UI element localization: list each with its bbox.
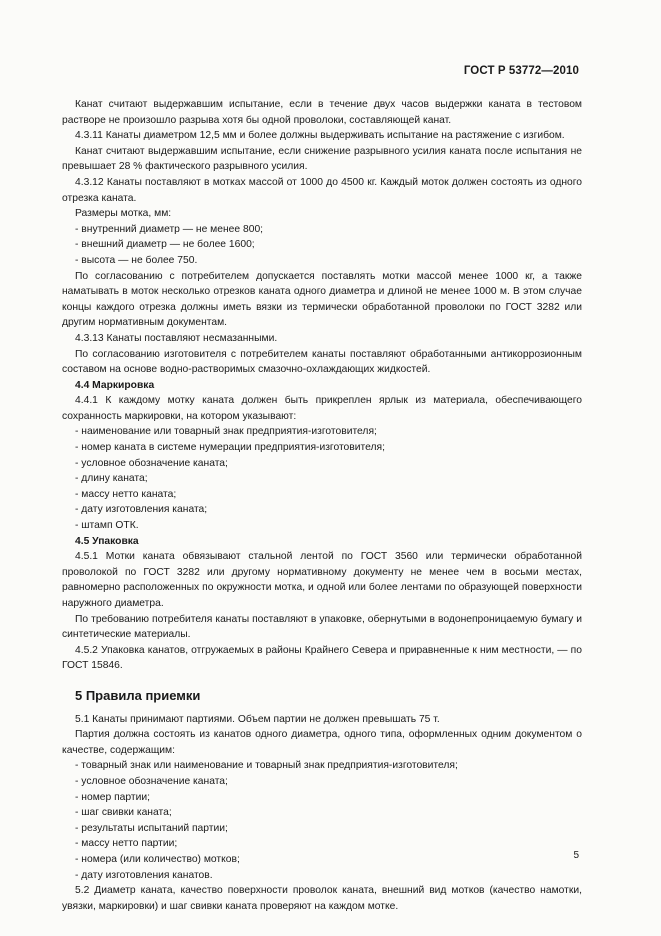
- page-number: 5: [573, 850, 579, 861]
- list-item: - высота — не более 750.: [75, 254, 198, 266]
- list-item: - внутренний диаметр — не менее 800;: [75, 223, 264, 235]
- list-item: - номера (или количество) мотков;: [75, 853, 240, 865]
- list-item: - дату изготовления канатов.: [75, 869, 213, 881]
- paragraph: Канат считают выдержавшим испытание, если снижение разрывного усилия каната после испытания не превышает 28 % фактического разрывного усилия.: [62, 145, 582, 173]
- paragraph: По требованию потребителя канаты поставляют в упаковке, обернутыми в водонепроницаемую бумагу и синтетические материалы.: [62, 613, 582, 641]
- paragraph: По согласованию изготовителя с потребителем канаты поставляют обработанными антикоррозионным составом на основе водно-растворимых смазочно-охлаждающих жидкостей.: [62, 348, 582, 376]
- list-item: - условное обозначение каната;: [75, 457, 228, 469]
- clause-4-5-1: 4.5.1 Мотки каната обвязывают стальной лентой по ГОСТ 3560 или термически обработанной проволокой по ГОСТ 3282 или другому нормативному документу не менее чем в восьми местах, равномерно расположенных по окружности мотка, и одной или более лентами по образующей поверхности наружного диаметра.: [62, 551, 582, 609]
- clause-4-5-2: 4.5.2 Упаковка канатов, отгружаемых в районы Крайнего Севера и приравненные к ним местности, — по ГОСТ 15846.: [62, 644, 582, 672]
- list-item: - наименование или товарный знак предприятия-изготовителя;: [75, 426, 377, 438]
- clause-4-3-11: 4.3.11 Канаты диаметром 12,5 мм и более должны выдерживать испытание на растяжение с изгибом.: [75, 130, 565, 142]
- clause-5-2: 5.2 Диаметр каната, качество поверхности проволок каната, внешний вид мотков (качество намотки, увязки, маркировки) и шаг свивки каната проверяют на каждом мотке.: [62, 885, 582, 912]
- document-code: ГОСТ Р 53772—2010: [463, 65, 579, 77]
- clause-4-3-12: 4.3.12 Канаты поставляют в мотках массой от 1000 до 4500 кг. Каждый моток должен состоять из одного отрезка каната.: [62, 176, 582, 204]
- list-item: - результаты испытаний партии;: [75, 822, 228, 834]
- list-item: - массу нетто каната;: [75, 488, 177, 500]
- list-item: - внешний диаметр — не более 1600;: [75, 239, 255, 251]
- list-item: - условное обозначение каната;: [75, 775, 228, 787]
- list-item: - номер партии;: [75, 791, 150, 803]
- clause-5-1: 5.1 Канаты принимают партиями. Объем партии не должен превышать 75 т.: [75, 713, 440, 725]
- section-heading-4-5: 4.5 Упаковка: [75, 535, 139, 547]
- paragraph: Канат считают выдержавшим испытание, если в течение двух часов выдержки каната в тестовом растворе не произошло разрыва хотя бы одной проволоки, составляющей канат.: [62, 99, 582, 126]
- list-item: - штамп ОТК.: [75, 520, 139, 532]
- list-item: - дату изготовления каната;: [75, 504, 208, 516]
- section-heading-4-4: 4.4 Маркировка: [75, 379, 155, 391]
- clause-4-3-13: 4.3.13 Канаты поставляют несмазанными.: [75, 332, 278, 344]
- list-item: - массу нетто партии;: [75, 838, 178, 850]
- list-intro: Размеры мотка, мм:: [75, 208, 172, 220]
- paragraph: Партия должна состоять из канатов одного диаметра, одного типа, оформленных одним документом о качестве, содержащим:: [62, 729, 582, 756]
- section-heading-5: 5 Правила приемки: [75, 687, 201, 703]
- list-item: - номер каната в системе нумерации предприятия-изготовителя;: [75, 442, 385, 454]
- list-item: - шаг свивки каната;: [75, 807, 172, 819]
- list-item: - товарный знак или наименование и товарный знак предприятия-изготовителя;: [75, 760, 458, 772]
- clause-4-4-1: 4.4.1 К каждому мотку каната должен быть прикреплен ярлык из материала, обеспечивающего сохранность маркировки, на котором указывают:: [62, 395, 582, 422]
- paragraph: По согласованию с потребителем допускается поставлять мотки массой менее 1000 кг, а также наматывать в моток несколько отрезков каната одного диаметра и длиной не менее 1000 м. В этом случае концы каждого отрезка должны иметь вязки из термически обработанной проволоки по ГОСТ 3282 или другим нормативным документам.: [62, 270, 582, 329]
- document-body: [62, 97, 582, 914]
- list-item: - длину каната;: [75, 473, 148, 485]
